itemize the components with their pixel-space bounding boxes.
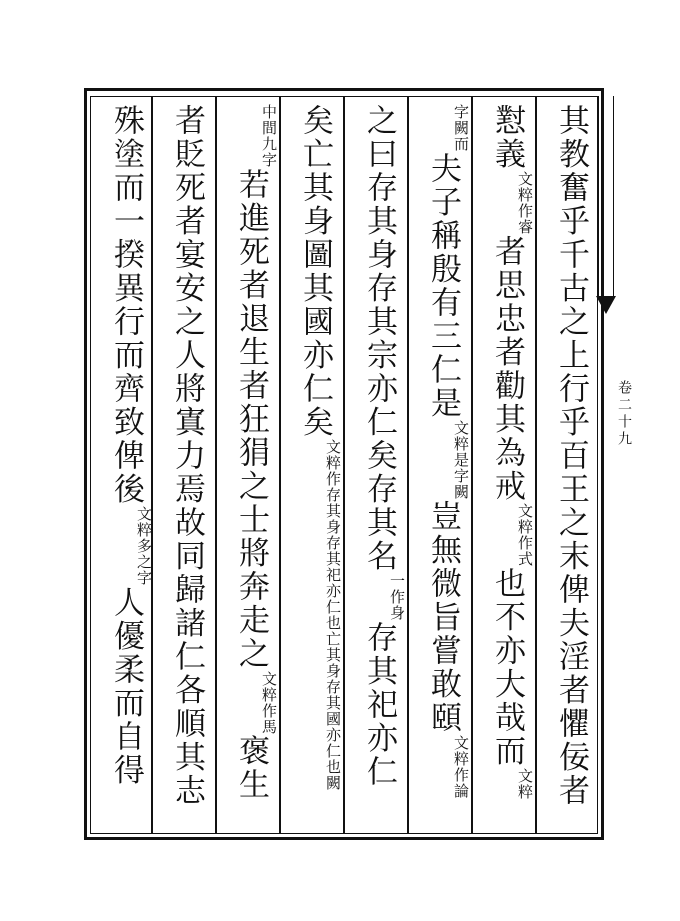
main-text: 存其祀亦仁 <box>361 621 397 789</box>
text-column <box>155 104 215 830</box>
main-text: 其教奮乎千古之上行乎百王之末俾夫淫者懼佞者 <box>553 104 589 808</box>
text-column <box>475 104 535 830</box>
main-text: 殊塗而一揆異行而齊致俾後 <box>108 104 144 506</box>
annotation-note: 文粹作睿 <box>516 171 534 235</box>
main-text: 也不亦大哉而 <box>489 567 525 768</box>
main-text: 褒生 <box>233 734 269 802</box>
center-strip-upper <box>598 96 614 296</box>
column-rule <box>343 96 345 834</box>
annotation-note: 文粹 <box>516 768 534 800</box>
column-rule <box>471 96 473 834</box>
annotation-note: 中間九字 <box>260 104 278 168</box>
column-rule <box>279 96 281 834</box>
text-column <box>283 104 343 830</box>
volume-label: 卷二十九 <box>616 380 632 448</box>
text-column <box>411 104 471 830</box>
main-text: 若進死者退生者狂狷之士將奔走之 <box>233 168 269 671</box>
text-column <box>219 104 279 830</box>
main-text: 矣亡其身圖其國亦仁矣 <box>297 104 333 439</box>
annotation-note: 一作身 <box>388 573 406 621</box>
annotation-note: 文粹作存其身存其祀亦仁也亡其身存其國亦仁也闕 <box>324 439 342 791</box>
annotation-note: 文粹作式 <box>516 503 534 567</box>
fish-tail-mark <box>596 296 616 314</box>
main-text: 者貶死者宴安之人將寘力焉故同歸諸仁各順其志 <box>169 104 205 808</box>
column-rule <box>215 96 217 834</box>
text-column <box>539 104 599 830</box>
main-text: 夫子稱殷有三仁是 <box>425 152 461 420</box>
text-column <box>94 104 154 830</box>
main-text: 者思忠者勸其為戒 <box>489 235 525 503</box>
column-rule <box>535 96 537 834</box>
annotation-note: 文粹作馬 <box>260 670 278 735</box>
text-column <box>347 104 407 830</box>
annotation-note: 文粹作論 <box>452 734 470 799</box>
column-rule <box>407 96 409 834</box>
annotation-note: 文粹多之字 <box>135 506 153 586</box>
main-text: 之曰存其身存其宗亦仁矣存其名 <box>361 104 397 573</box>
main-text: 懟義 <box>489 104 525 171</box>
main-text: 人優柔而自得 <box>108 586 144 787</box>
annotation-note: 字闕而 <box>452 104 470 152</box>
main-text: 豈無微旨嘗敢頤 <box>425 500 461 735</box>
annotation-note: 文粹是字闕 <box>452 420 470 500</box>
